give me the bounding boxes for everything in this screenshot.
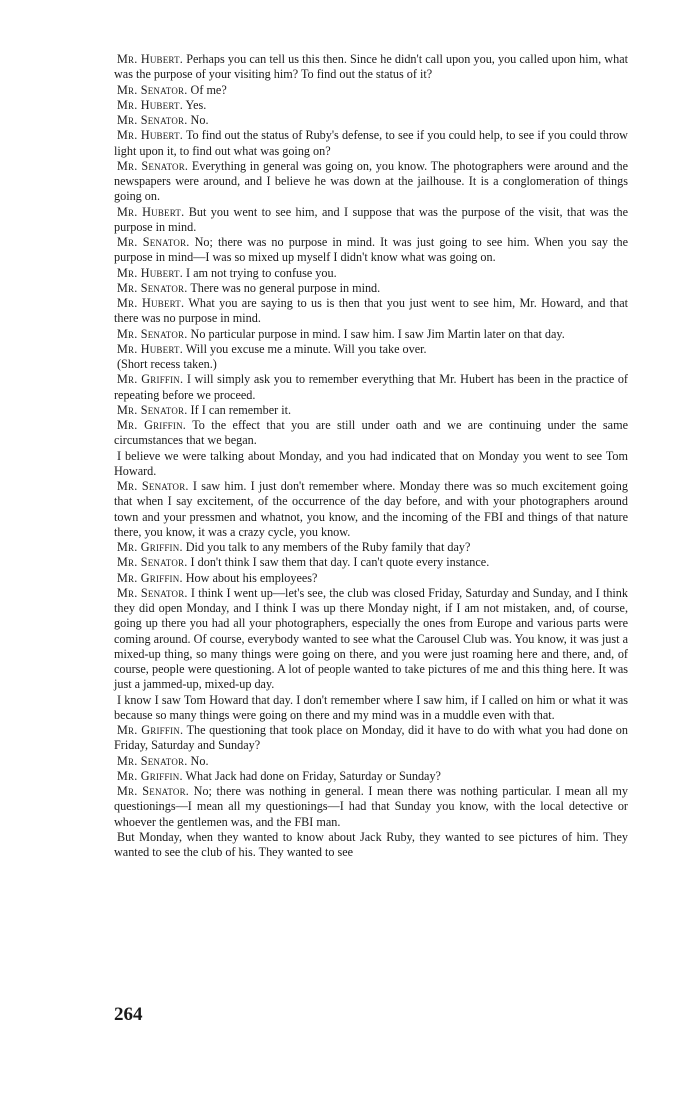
paragraph-text: I saw him. I just don't remember where. Monday there was so much excitement going that when I say excitement, of the occurrence of the day before, and with your photographers around town and your pressmen and whatnot, you know, and the incoming of the FBI and things of that nature there, you know, it was a crazy cycle, you know. [114,479,628,539]
testimony-paragraph [114,830,628,861]
testimony-paragraph [114,357,628,372]
paragraph-text: Of me? [187,82,227,97]
testimony-paragraph [114,784,628,830]
speaker-name: Mr. Hubert. [117,128,184,143]
speaker-name: Mr. Griffin. [117,418,187,432]
speaker-name: Mr. Senator. [117,402,188,417]
paragraph-text: The questioning that took place on Monday, did it have to do with what you had done on Friday, Saturday and Sunday? [114,723,628,753]
speaker-name: Mr. Senator. [117,82,188,97]
testimony-paragraph [114,540,628,555]
speaker-name: Mr. Senator. [117,555,188,570]
testimony-paragraph [114,281,628,296]
paragraph-text: No. [187,113,209,127]
paragraph-text: No; there was no purpose in mind. It was just going to see him. When you say the purpose in mind—I was so mixed up myself I didn't know what was going on. [114,235,628,265]
testimony-paragraph [114,372,628,403]
paragraph-text: No; there was nothing in general. I mean there was nothing particular. I mean all my questionings—I mean all my questionings—I had that Sunday you know, with the local detective or whoever the gentlemen was, and the FBI man. [114,784,628,829]
testimony-paragraph [114,52,628,83]
speaker-name: Mr. Griffin. [117,768,183,783]
testimony-paragraph [114,113,628,128]
speaker-name: Mr. Hubert. [117,97,183,112]
testimony-paragraph [114,403,628,418]
speaker-name: Mr. Senator. [117,280,188,295]
speaker-name: Mr. Griffin. [117,723,184,737]
testimony-paragraph [114,205,628,236]
paragraph-text: To find out the status of Ruby's defense, to see if you could help, to see if you could throw light upon it, to find out what was going on? [114,128,628,158]
paragraph-text: Yes. [182,97,207,112]
paragraph-text: I am not trying to confuse you. [182,265,337,280]
paragraph-text: I will simply ask you to remember everything that Mr. Hubert has been in the practice of repeating before we proceed. [114,372,628,402]
paragraph-text: If I can remember it. [187,402,292,417]
testimony-paragraph [114,723,628,754]
paragraph-text: But you went to see him, and I suppose that was the purpose of the visit, that was the purpose in mind. [114,204,628,234]
testimony-paragraph [114,342,628,357]
testimony-paragraph [114,449,628,480]
paragraph-text: I think I went up—let's see, the club was closed Friday, Saturday and Sunday, and I think they did open Monday, and I think I was up there Monday night, if I am not mistaken, and, of course, going up there you had all your photographers, especially the ones from Europe and various parts were coming around. Of course, everybody wanted to see what the Carousel Club was. You know, it was just a mixed-up thing, so many things were going on there, and you were just roaming here and there, and, of course, people were questioning. A lot of people wanted to take pictures of me and this thing here. It was just a jammed-up, mixed-up day. [114,585,628,692]
speaker-name: Mr. Hubert. [117,265,183,280]
speaker-name: Mr. Hubert. [117,341,183,356]
speaker-name: Mr. Griffin. [117,540,183,554]
paragraph-text: (Short recess taken.) [117,357,217,371]
paragraph-text: I know I saw Tom Howard that day. I don't remember where I saw him, if I called on him or what it was because so many things were going on there and my mind was in a muddle even with that. [114,692,628,722]
paragraph-text: But Monday, when they wanted to know about Jack Ruby, they wanted to see pictures of him. They wanted to see the club of his. They wanted to see [114,829,628,859]
testimony-paragraph [114,327,628,342]
speaker-name: Mr. Hubert. [117,52,184,66]
speaker-name: Mr. Senator. [117,158,189,173]
paragraph-text: I believe we were talking about Monday, and you had indicated that on Monday you went to see Tom Howard. [114,448,628,478]
paragraph-text: To the effect that you are still under oath and we are continuing under the same circumstances that we began. [114,418,628,448]
speaker-name: Mr. Senator. [117,585,188,600]
paragraph-text: No. [187,753,209,768]
testimony-paragraph [114,98,628,113]
paragraph-text: I don't think I saw them that day. I can't quote every instance. [187,555,490,570]
paragraph-text: Perhaps you can tell us this then. Since he didn't call upon you, you called upon him, what was the purpose of your visiting him? To find out the status of it? [114,52,628,82]
speaker-name: Mr. Senator. [117,753,188,768]
paragraph-text: How about his employees? [182,570,318,585]
testimony-paragraph [114,296,628,327]
testimony-paragraph [114,418,628,449]
paragraph-text: No particular purpose in mind. I saw him. I saw Jim Martin later on that day. [187,326,565,341]
paragraph-text: Did you talk to any members of the Ruby family that day? [182,540,471,554]
paragraph-text: What you are saying to us is then that you just went to see him, Mr. Howard, and that there was no purpose in mind. [114,296,628,326]
speaker-name: Mr. Griffin. [117,570,183,585]
testimony-paragraph [114,754,628,769]
testimony-paragraph [114,769,628,784]
testimony-paragraph [114,235,628,266]
speaker-name: Mr. Senator. [117,784,190,798]
transcript-page [114,52,628,860]
testimony-paragraph [114,555,628,570]
paragraph-text: Will you excuse me a minute. Will you take over. [182,341,427,356]
paragraph-text: There was no general purpose in mind. [187,280,381,295]
speaker-name: Mr. Senator. [117,326,188,341]
speaker-name: Mr. Griffin. [117,372,184,387]
testimony-paragraph [114,159,628,205]
speaker-name: Mr. Hubert. [117,296,185,310]
paragraph-text: What Jack had done on Friday, Saturday or Sunday? [182,768,441,783]
speaker-name: Mr. Senator. [117,235,190,249]
testimony-paragraph [114,571,628,586]
testimony-paragraph [114,266,628,281]
speaker-name: Mr. Senator. [117,113,188,127]
paragraph-text: Everything in general was going on, you know. The photographers were around and the newspapers were around, and I believe he was down at the jailhouse. It is a conglomeration of things going on. [114,158,628,204]
page-number: 264 [114,1004,143,1025]
speaker-name: Mr. Senator. [117,479,189,493]
testimony-paragraph [114,128,628,159]
speaker-name: Mr. Hubert. [117,204,185,219]
testimony-paragraph [114,586,628,693]
testimony-paragraph [114,83,628,98]
testimony-paragraph [114,693,628,724]
testimony-paragraph [114,479,628,540]
